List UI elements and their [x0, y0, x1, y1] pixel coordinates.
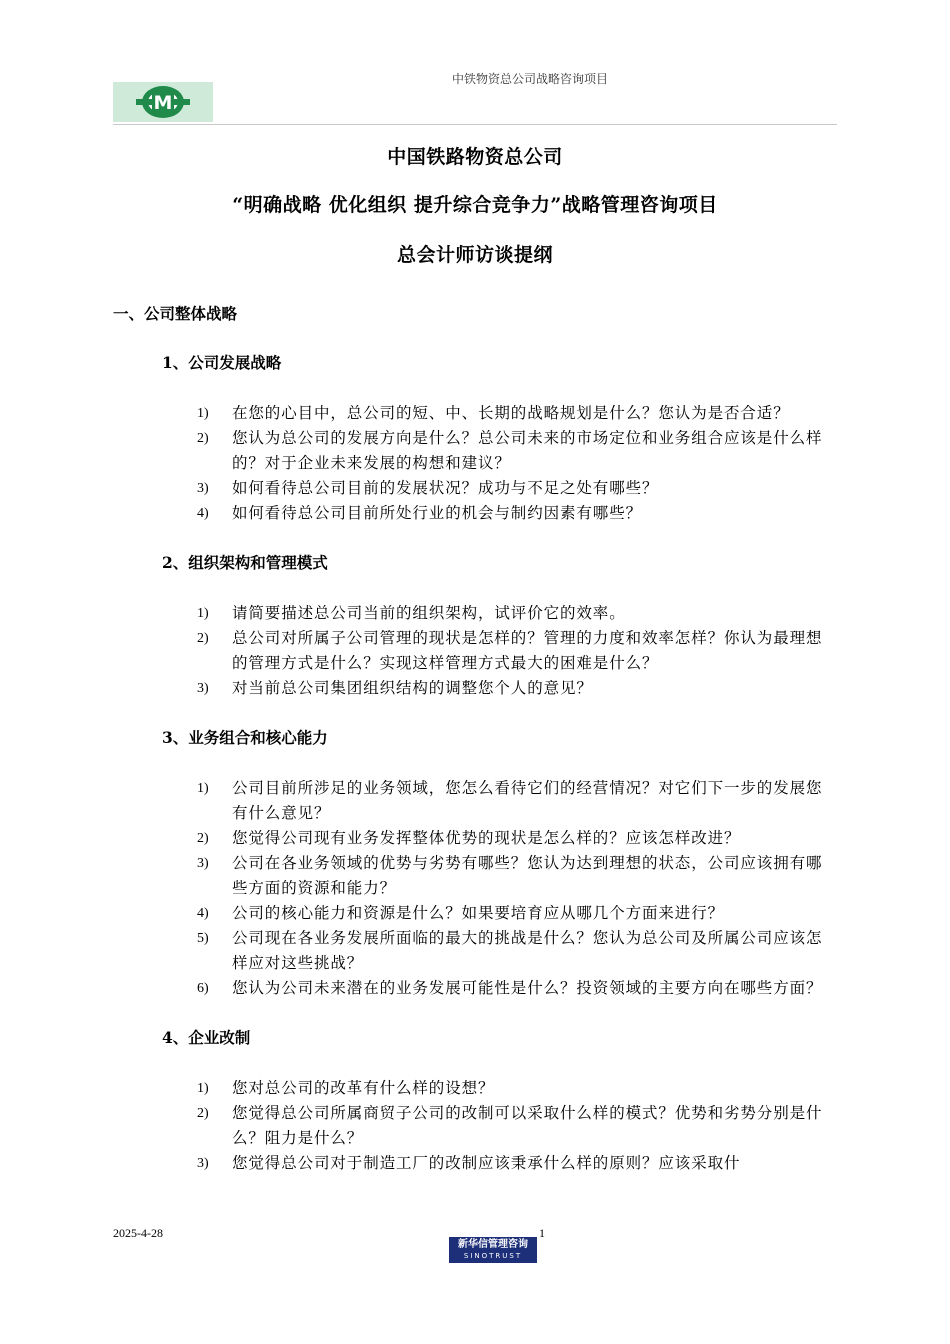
subsection-heading: 3、业务组合和核心能力 — [162, 728, 328, 747]
question-number: 3) — [197, 1156, 209, 1171]
subsection-heading: 4、企业改制 — [162, 1028, 251, 1047]
question-number: 6) — [197, 981, 209, 996]
question-text: 公司在各业务领域的优势与劣势有哪些？您认为达到理想的状态，公司应该拥有哪些方面的资源和能力？ — [232, 854, 823, 897]
question-number: 1) — [197, 406, 209, 421]
subsection-heading: 2、组织架构和管理模式 — [162, 553, 328, 572]
consultancy-logo — [449, 1237, 537, 1263]
question-number: 2) — [197, 431, 209, 446]
question-item — [113, 1076, 837, 1101]
question-number: 3) — [197, 681, 209, 696]
consultancy-logo-en: SINOTRUST — [463, 1252, 523, 1260]
question-text: 总公司对所属子公司管理的现状是怎样的？管理的力度和效率怎样？你认为最理想的管理方式是什么？实现这样管理方式最大的困难是什么？ — [232, 629, 823, 672]
section-heading: 一、公司整体战略 — [113, 304, 238, 323]
footer-date: 2025-4-28 — [113, 1226, 163, 1240]
question-text: 您觉得公司现有业务发挥整体优势的现状是怎么样的？应该怎样改进？ — [232, 829, 741, 847]
question-text: 您对总公司的改革有什么样的设想？ — [232, 1079, 495, 1097]
question-number: 1) — [197, 606, 209, 621]
question-text: 您认为公司未来潜在的业务发展可能性是什么？投资领域的主要方向在哪些方面？ — [232, 979, 823, 997]
page-number: 1 — [539, 1226, 545, 1240]
question-item — [113, 626, 837, 676]
question-text: 您认为总公司的发展方向是什么？总公司未来的市场定位和业务组合应该是什么样的？对于企业未来发展的构想和建议？ — [232, 429, 823, 472]
document-title-org: 中国铁路物资总公司 — [387, 146, 563, 168]
document-body — [113, 303, 837, 1202]
question-text: 对当前总公司集团组织结构的调整您个人的意见？ — [232, 679, 593, 697]
question-item — [113, 601, 837, 626]
question-number: 2) — [197, 631, 209, 646]
question-number: 3) — [197, 481, 209, 496]
page-header-text: 中铁物资总公司战略咨询项目 — [451, 72, 608, 86]
document-title-project: “明确战略 优化组织 提升综合竞争力”战略管理咨询项目 — [232, 194, 718, 216]
question-item — [113, 901, 837, 926]
question-number: 5) — [197, 931, 209, 946]
question-list — [113, 1076, 837, 1176]
question-item — [113, 501, 837, 526]
question-text: 如何看待总公司目前的发展状况？成功与不足之处有哪些？ — [232, 479, 659, 497]
company-logo — [113, 82, 213, 122]
header-divider — [113, 124, 837, 125]
question-item — [113, 926, 837, 976]
question-item — [113, 676, 837, 701]
subsection-heading: 1、公司发展战略 — [162, 353, 282, 372]
question-item — [113, 476, 837, 501]
question-number: 3) — [197, 856, 209, 871]
question-text: 您觉得总公司所属商贸子公司的改制可以采取什么样的模式？优势和劣势分别是什么？阻力是什么？ — [232, 1104, 823, 1147]
question-number: 1) — [197, 781, 209, 796]
question-number: 2) — [197, 1106, 209, 1121]
question-text: 公司的核心能力和资源是什么？如果要培育应从哪几个方面来进行？ — [232, 904, 725, 922]
question-list — [113, 401, 837, 526]
question-number: 2) — [197, 831, 209, 846]
question-text: 公司目前所涉足的业务领域，您怎么看待它们的经营情况？对它们下一步的发展您有什么意见？ — [232, 779, 823, 822]
question-text: 如何看待总公司目前所处行业的机会与制约因素有哪些？ — [232, 504, 643, 522]
question-item — [113, 401, 837, 426]
question-number: 1) — [197, 1081, 209, 1096]
question-item — [113, 976, 837, 1001]
question-text: 在您的心目中，总公司的短、中、长期的战略规划是什么？您认为是否合适？ — [232, 404, 790, 422]
question-item — [113, 426, 837, 476]
question-text: 您觉得总公司对于制造工厂的改制应该秉承什么样的原则？应该采取什 — [232, 1154, 741, 1172]
question-item — [113, 776, 837, 826]
question-number: 4) — [197, 506, 209, 521]
question-item — [113, 851, 837, 901]
question-number: 4) — [197, 906, 209, 921]
logo-letter: M — [153, 92, 173, 114]
question-item — [113, 1101, 837, 1151]
question-list — [113, 776, 837, 1001]
document-title-outline: 总会计师访谈提纲 — [396, 244, 553, 266]
question-item — [113, 826, 837, 851]
question-list — [113, 601, 837, 701]
m-logo-icon — [113, 82, 213, 122]
question-item — [113, 1151, 837, 1176]
question-text: 请简要描述总公司当前的组织架构，试评价它的效率。 — [232, 604, 626, 622]
question-text: 公司现在各业务发展所面临的最大的挑战是什么？您认为总公司及所属公司应该怎样应对这些挑战？ — [232, 929, 823, 972]
consultancy-logo-cn: 新华信管理咨询 — [458, 1239, 528, 1250]
